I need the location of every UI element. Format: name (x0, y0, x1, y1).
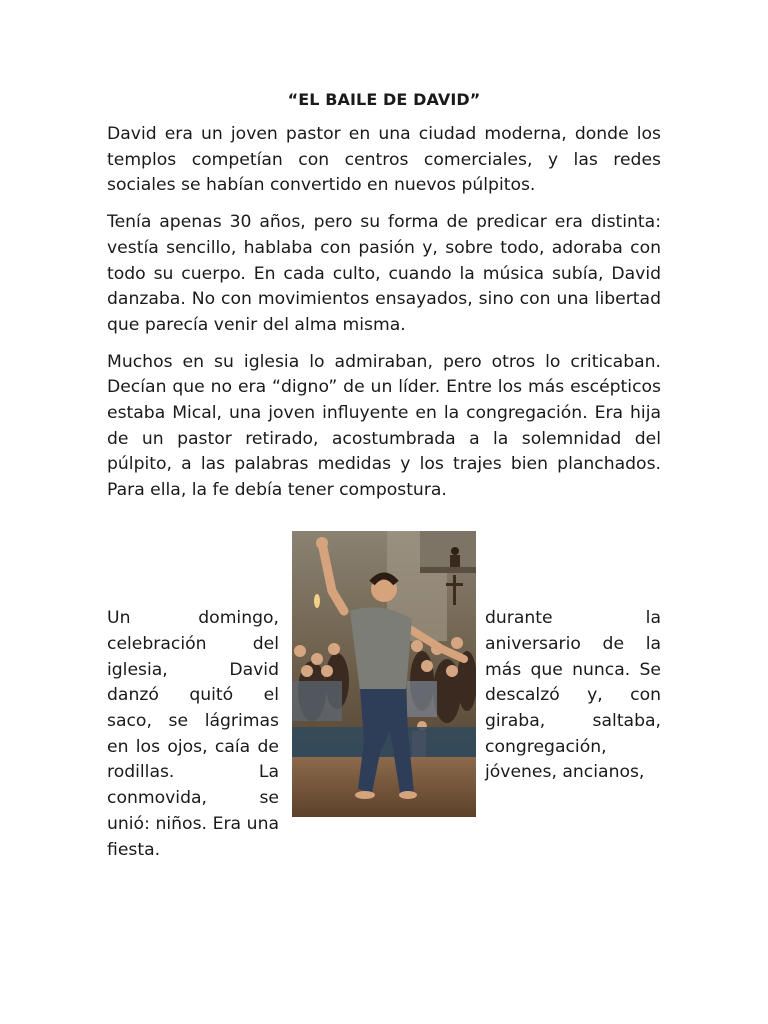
document-title: “EL BAILE DE DAVID” (287, 90, 481, 109)
dancing-pastor-photo (292, 531, 476, 817)
paragraph-1: David era un joven pastor en una ciudad moderna, donde los templos competían con centros comerciales, y las redes sociales se habían convertido en nuevos púlpitos. (107, 124, 661, 196)
photo-illustration (292, 531, 476, 817)
left-text-column: Un domingo, celebración del iglesia, David danzó quitó el saco, se lágrimas en los ojos, caía de rodillas. La conmovida, se unió: niños. Era una fiesta. (107, 608, 279, 860)
right-text-column: durante la aniversario de la más que nunca. Se descalzó y, con giraba, saltaba, congregación, jóvenes, ancianos, (485, 608, 661, 783)
paragraph-2: Tenía apenas 30 años, pero su forma de predicar era distinta: vestía sencillo, hablaba con pasión y, sobre todo, adoraba con todo su cuerpo. En cada culto, cuando la música subía, David danzaba. No con movimientos ensayados, sino con una libertad que parecía venir del alma misma. (107, 212, 661, 335)
document-page (107, 90, 661, 515)
paragraph-3: Muchos en su iglesia lo admiraban, pero otros lo criticaban. Decían que no era “digno” de un líder. Entre los más escépticos estaba Mical, una joven influyente en la congregación. Era hija de un pastor retirado, acostumbrada a la solemnidad del púlpito, a las palabras medidas y los trajes bien planchados. Para ella, la fe debía tener compostura. (107, 351, 661, 501)
